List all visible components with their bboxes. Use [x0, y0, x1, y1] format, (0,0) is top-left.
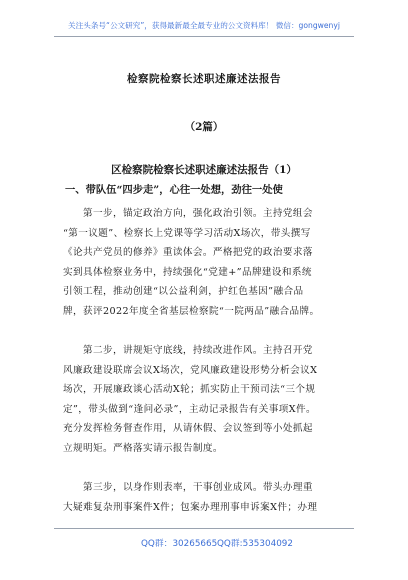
section-heading: 一、带队伍“四步走”，心往一处想，劲往一处使 — [65, 184, 283, 196]
qq-group-link-2[interactable]: QQ群:535304092 — [217, 539, 293, 549]
document-title: 检察院检察长述职述廉述法报告 — [127, 73, 281, 85]
header-divider — [54, 36, 354, 37]
paragraph-line: 实到具体检察业务中，持续强化“党建+”品牌建设和系统 — [63, 266, 312, 278]
paragraph-line: 场次，开展廉政谈心活动X轮；抓实防止干预司法“三个规 — [63, 384, 316, 396]
paragraph-line: 引领工程，推动创建“以公益利剑，护红色基因”融合品 — [63, 286, 304, 298]
paragraph-line: 第二步，讲规矩守底线，持续改进作风。主持召开党 — [83, 345, 313, 356]
qq-group-link-1[interactable]: QQ群：30265665 — [141, 539, 218, 549]
paragraph-3 — [63, 478, 347, 517]
page-header — [0, 0, 408, 40]
paragraph-line: 定”，带头做到“逢问必录”，主动记录报告有关事项X件。 — [63, 403, 316, 415]
footer-divider — [54, 528, 354, 529]
paragraph-2 — [63, 341, 347, 458]
page-footer — [0, 528, 408, 580]
paragraph-line: 充分发挥检务督查作用，从请休假、会议签到等小处抓起 — [63, 423, 313, 435]
paragraph-line: 立规明矩。严格落实请示报告制度。 — [63, 442, 223, 454]
paragraph-line: “第一议题”、检察长上党课等学习活动X场次，带头撰写 — [63, 227, 311, 239]
paragraph-line: 牌，获评2022年度全省基层检察院“一院两品”融合品牌。 — [63, 305, 320, 317]
document-subtitle: （2篇） — [184, 121, 224, 133]
section-title: 区检察院检察长述职述廉述法报告（1） — [111, 164, 297, 176]
paragraph-1 — [63, 204, 347, 321]
header-notice: 关注头条号“公文研究”，获得最新最全最专业的公文资料库！ 微信：gongwenyj — [68, 21, 340, 30]
paragraph-line: 《论共产党员的修养》重读体会。严格把党的政治要求落 — [63, 247, 313, 259]
paragraph-line: 风廉政建设联席会议X场次，党风廉政建设形势分析会议X — [63, 364, 318, 376]
paragraph-line: 第三步，以身作则表率，干事创业成风。带头办理重 — [83, 482, 313, 493]
paragraph-line: 第一步，锚定政治方向，强化政治引领。主持党组会 — [83, 208, 313, 219]
paragraph-line: 大疑难复杂刑事案件X件；包案办理刑事申诉案X件；办理 — [63, 501, 318, 513]
